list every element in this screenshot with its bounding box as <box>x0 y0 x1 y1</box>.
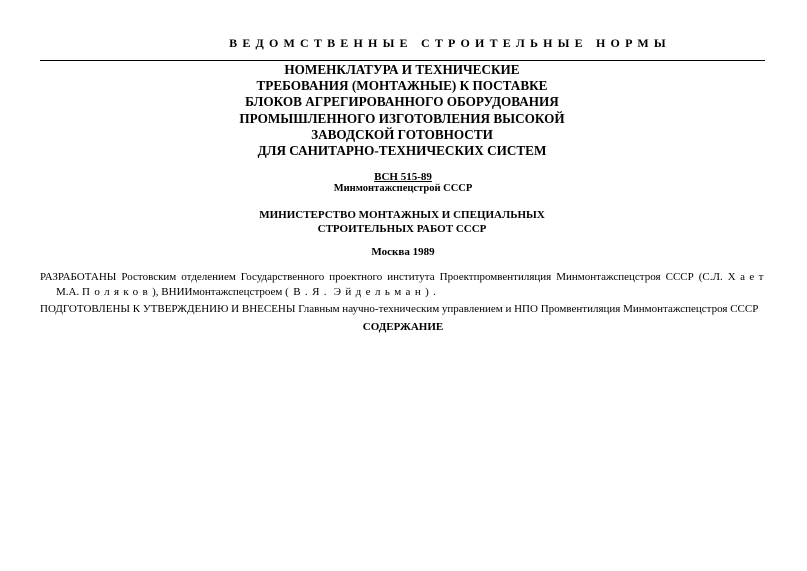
document-title <box>152 62 652 159</box>
person-name: Поляков <box>81 286 153 298</box>
prepared-by-paragraph: ПОДГОТОВЛЕНЫ К УТВЕРЖДЕНИЮ И ВНЕСЕНЫ Главным научно-техническим управлением и НПО Промвентиляция Минмонтажспецстроя СССР <box>40 303 759 315</box>
title-line: ПРОМЫШЛЕННОГО ИЗГОТОВЛЕНИЯ ВЫСОКОЙ <box>239 110 565 126</box>
closing-punctuation: ). <box>425 286 441 298</box>
ministry-line: МИНИСТЕРСТВО МОНТАЖНЫХ И СПЕЦИАЛЬНЫХ <box>259 209 545 221</box>
developed-line-2 <box>40 285 768 300</box>
org-word: Государственного <box>240 271 325 283</box>
org-word: СССР <box>665 271 694 283</box>
developed-by-paragraph <box>40 270 768 300</box>
org-word: Проектпромвентиляция <box>439 271 552 283</box>
document-series-header: ВЕДОМСТВЕННЫЕ СТРОИТЕЛЬНЫЕ НОРМЫ <box>229 36 671 50</box>
title-line: ТРЕБОВАНИЯ (МОНТАЖНЫЕ) К ПОСТАВКЕ <box>256 78 548 94</box>
second-organization: ), ВНИИмонтажспецстроем <box>152 286 283 298</box>
ministry-name <box>202 208 602 236</box>
developed-line-1 <box>40 270 768 285</box>
person-initials: (С.Л. <box>698 271 723 283</box>
developed-label: РАЗРАБОТАНЫ <box>40 271 117 283</box>
org-word: отделением <box>181 271 236 283</box>
org-word: проектного <box>329 271 383 283</box>
person-name: Эйдельман <box>333 286 426 298</box>
title-line: ДЛЯ САНИТАРНО-ТЕХНИЧЕСКИХ СИСТЕМ <box>257 143 547 159</box>
title-line: БЛОКОВ АГРЕГИРОВАННОГО ОБОРУДОВАНИЯ <box>245 94 559 110</box>
ministry-line: СТРОИТЕЛЬНЫХ РАБОТ СССР <box>317 223 487 235</box>
header-divider <box>40 60 765 61</box>
person-initials: М.А. <box>56 286 80 298</box>
place-and-year: Москва 1989 <box>371 246 435 258</box>
org-word: Минмонтажспецстроя <box>556 271 661 283</box>
document-code: ВСН 515-89 <box>374 171 432 183</box>
title-line: НОМЕНКЛАТУРА И ТЕХНИЧЕСКИЕ <box>284 62 520 77</box>
approving-authority: Минмонтажспецстрой СССР <box>333 183 473 194</box>
person-initials: (В.Я. <box>285 286 331 298</box>
person-name: Хает <box>727 271 768 283</box>
contents-heading: СОДЕРЖАНИЕ <box>362 321 444 333</box>
org-word: института <box>387 271 435 283</box>
org-word: Ростовским <box>121 271 177 283</box>
title-line: ЗАВОДСКОЙ ГОТОВНОСТИ <box>311 126 493 142</box>
